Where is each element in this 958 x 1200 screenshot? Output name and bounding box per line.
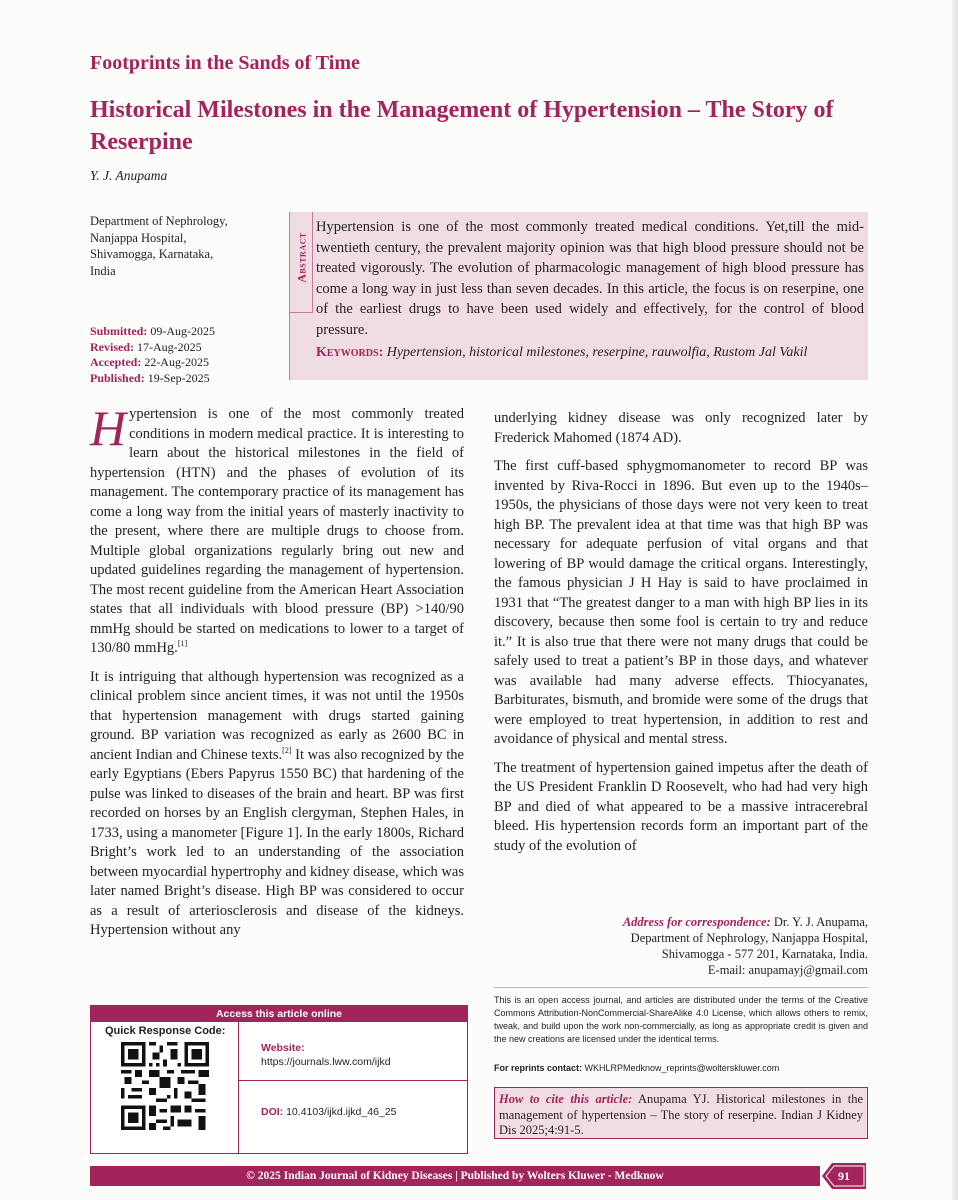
date-revised: Revised: 17-Aug-2025 [90,339,202,354]
body-paragraph: The first cuff-based sphygmomanometer to record BP was invented by Riva-Rocci in 1896. But even up to the 1940s–1950s, the physicians of those days were not very keen to treat high BP. The prevalent idea at that time was that high BP was necessary for adequate perfusion of vital organs and that lowering of BP would damage the critical organs. Interestingly, the famous physician J H Hay is said to have proclaimed in 1931 that “The greatest danger to a man with high BP lies in its discovery, because then some fool is certain to try and reduce it.” It is also true that there were not many drugs that could be safely used to treat a patient’s BP in those days, and whatever was available had many adverse effects. Thiocyanates, Barbiturates, bismuth, and bromide were some of the drugs that were employed to treat hypertension, in addition to rest and avoidance of physical and mental stress. [494,458,868,747]
body-paragraph: It is intriguing that although hypertension was recognized as a clinical problem since ancient times, it was not until the 1950s that hypertension management with drugs started gaining ground. BP variation was recognized as early as 2600 BC in ancient Indian and Chinese texts.[2] It was also recognized by the early Egyptians (Ebers Papyrus 1550 BC) that hardening of the pulse was linked to diseases of the brain and heart. BP was first recorded on horses by an English clergyman, Stephen Hales, in 1733, using a manometer [Figure 1]. In the early 1800s, Richard Bright’s work led to an understanding of the association between myocardial hypertrophy and kidney disease, which was later named Bright’s disease. High BP was considered to occur as a result of arteriosclerosis and disease of the kidneys. Hypertension without any [90,668,464,938]
body-column-left [90,400,464,950]
correspondence: Address for correspondence: Dr. Y. J. Anupama, Department of Nephrology, Nanjappa Hospital, Shivamogga - 577 201, Karnataka, India. E-mail: anupamayj@gmail.com [494,914,868,978]
article-dates [90,324,270,386]
citation-ref[interactable]: [1] [177,639,188,649]
body-paragraph: underlying kidney disease was only recognized later by Frederick Mahomed (1874 AD). [494,410,868,446]
reprints-contact: For reprints contact: WKHLRPMedknow_reprints@wolterskluwer.com [494,1063,780,1073]
date-accepted: Accepted: 22-Aug-2025 [90,355,209,369]
website-label: Website: [261,1042,305,1054]
date-published: Published: 19-Sep-2025 [90,370,210,385]
cite-label: How to cite this article: [499,1092,633,1106]
abstract-tab [290,212,313,313]
drop-cap: H [90,400,127,456]
body-paragraph: Hypertension is one of the most commonly treated conditions in modern medical practice. It is interesting to learn about the historical milestones in the field of hypertension (HTN) and the phases of evolution of its management. The contemporary practice of its management has come a long way from the initial years of masterly inactivity to the present, where there are multiple drugs to choose from. Multiple global organizations regularly bring out new and updated guidelines regarding the management of hypertension. The most recent guideline from the American Heart Association states that all individuals with blood pressure (BP) >140/90 mmHg should be started on medications to lower to a target of 130/80 mmHg.[1] [90,400,464,656]
abstract-text: Hypertension is one of the most commonly treated medical conditions. Yet,till the mid-twentieth century, the prevalent majority opinion was that high blood pressure should not be treated vigorously. The evolution of pharmacologic management of high blood pressure has come a long way in just less than seven decades. In this article, the focus is on reserpine, one of the earliest drugs to have been used widely and effectively, for the control of blood pressure. [316,219,864,338]
page-number-badge [822,1163,866,1189]
keywords [316,344,864,361]
date-submitted: Submitted: 09-Aug-2025 [90,324,216,338]
cite-box [494,1087,868,1139]
doi-link[interactable]: 10.4103/ijkd.ijkd_46_25 [286,1106,397,1118]
abstract-label: Abstract [294,232,309,283]
affiliation [90,213,270,279]
article-title: Historical Milestones in the Management of Hypertension – The Story of Reserpine [90,97,834,155]
citation-ref[interactable]: [2] [282,745,292,755]
affiliation-line: Nanjappa Hospital, [90,230,187,245]
abstract-box [289,212,868,380]
qr-label: Quick Response Code: [105,1025,226,1037]
website-link[interactable]: https://journals.lww.com/ijkd [261,1056,391,1068]
correspondence-line: Department of Nephrology, Nanjappa Hospital, [630,931,868,945]
affiliation-line: India [90,263,116,278]
license-text: This is an open access journal, and articles are distributed under the terms of the Creative Commons Attribution-NonCommercial-ShareAlike 4.0 License, which allows others to remix, tweak, and build upon the work non-commercially, as long as appropriate credit is given and the new creations are licensed under the identical terms. [494,995,868,1044]
divider [238,1080,467,1081]
keywords-label: Keywords: [316,345,384,360]
access-online-box [90,1005,468,1154]
doi [261,1106,396,1118]
correspondence-label: Address for correspondence: [622,915,771,929]
cite-text: How to cite this article: Anupama YJ. Historical milestones in the management of hypertension – The story of reserpine. Indian J Kidney Dis 2025;4:91-5. [499,1092,864,1137]
correspondence-line: Shivamogga - 577 201, Karnataka, India. [661,947,868,961]
qr-code-icon[interactable] [121,1042,209,1130]
page-edge [952,0,958,1200]
divider [238,1022,239,1153]
correspondence-email[interactable]: E-mail: anupamayj@gmail.com [707,963,868,977]
footer-bar: © 2025 Indian Journal of Kidney Diseases | Published by Wolters Kluwer - Medknow [90,1166,820,1186]
doi-label: DOI: [261,1106,284,1118]
keywords-value: Hypertension, historical milestones, reserpine, rauwolfia, Rustom Jal Vakil [386,345,808,360]
author: Y. J. Anupama [90,168,168,183]
body-column-right [494,409,868,865]
affiliation-line: Department of Nephrology, [90,214,228,228]
access-heading: Access this article online [91,1006,467,1022]
affiliation-line: Shivamogga, Karnataka, [90,247,214,261]
section-title: Footprints in the Sands of Time [90,52,360,74]
body-paragraph: The treatment of hypertension gained impetus after the death of the US President Franklin D Roosevelt, who had had very high BP and died of what appeared to be a massive intracerebral bleed. His hypertension records form an important part of the study of the evolution of [494,759,868,854]
reprints-email[interactable]: WKHLRPMedknow_reprints@wolterskluwer.com [584,1063,780,1073]
divider [494,987,868,988]
page-number: 91 [838,1169,850,1183]
